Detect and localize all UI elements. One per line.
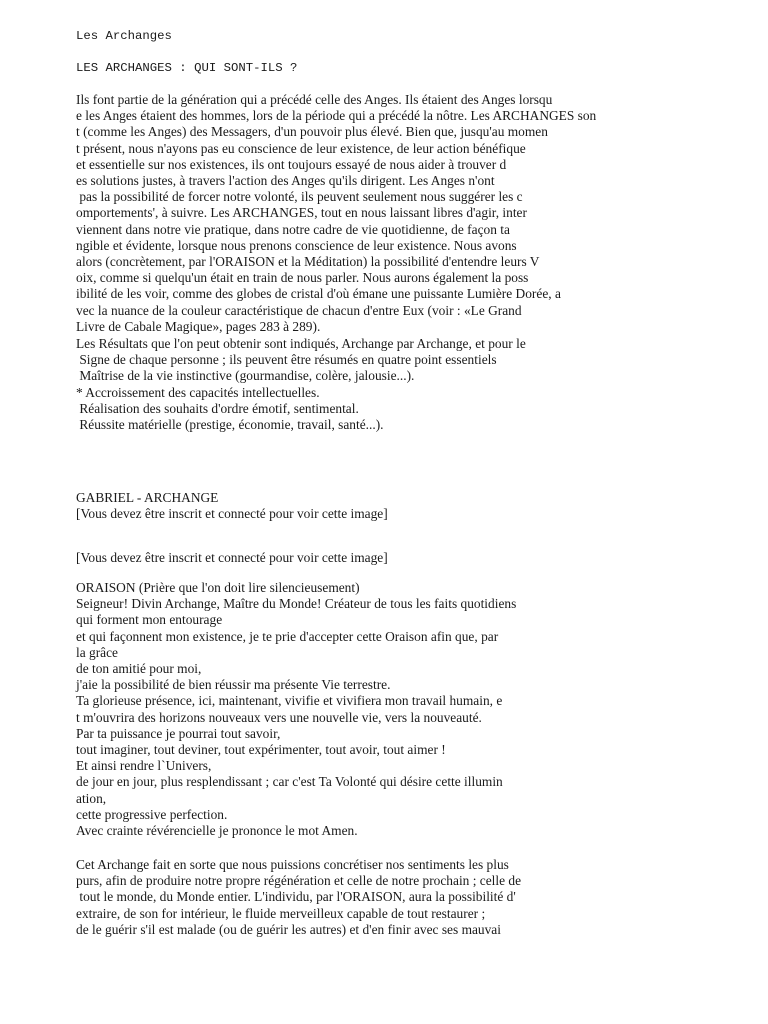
text-line: GABRIEL - ARCHANGE [76,490,219,505]
text-line: purs, afin de produire notre propre régénération et celle de notre prochain ; celle de [76,873,522,889]
text-line: ibilité de les voir, comme des globes de cristal d'où émane une puissante Lumière Dorée, a [76,286,561,302]
text-line: omportements', à suivre. Les ARCHANGES, tout en nous laissant libres d'agir, inter [76,205,527,221]
text-line: de le guérir s'il est malade (ou de guérir les autres) et d'en finir avec ses mauvai [76,921,501,937]
text-line: Seigneur! Divin Archange, Maître du Monde! Créateur de tous les faits quotidiens [76,596,517,612]
text-line: [Vous devez être inscrit et connecté pour voir cette image] [76,550,388,565]
text-line: vec la nuance de la couleur caractéristique de chacun d'entre Eux (voir : «Le Grand [76,302,522,318]
text-line: de jour en jour, plus resplendissant ; car c'est Ta Volonté qui désire cette illumin [76,774,503,790]
text-line: e les Anges étaient des hommes, lors de la période qui a précédé la nôtre. Les ARCHANGES son [76,108,597,124]
text-line: extraire, de son for intérieur, le fluide merveilleux capable de tout restaurer ; [76,905,486,921]
text-line: t présent, nous n'ayons pas eu conscience de leur existence, de leur action bénéfique [76,140,526,156]
text-line: Les Archanges [76,29,172,43]
text-line: viennent dans notre vie pratique, dans notre cadre de vie quotidienne, de façon ta [76,221,510,237]
text-line: la grâce [76,644,118,660]
text-line: Cet Archange fait en sorte que nous puissions concrétiser nos sentiments les plus [76,857,509,872]
text-line: Réussite matérielle (prestige, économie, travail, santé...). [76,417,384,432]
text-line: Maîtrise de la vie instinctive (gourmandise, colère, jalousie...). [76,368,415,384]
text-line: t m'ouvrira des horizons nouveaux vers une nouvelle vie, vers la nouveauté. [76,709,482,725]
text-line: de ton amitié pour moi, [76,661,202,676]
text-line: Par ta puissance je pourrai tout savoir, [76,725,281,741]
text-line: Ils font partie de la génération qui a précédé celle des Anges. Ils étaient des Anges lorsqu [76,92,553,107]
text-line: tout imaginer, tout deviner, tout expérimenter, tout avoir, tout aimer ! [76,742,446,757]
text-line: Avec crainte révérencielle je prononce le mot Amen. [76,823,358,838]
text-line: j'aie la possibilité de bien réussir ma présente Vie terrestre. [76,677,391,693]
text-line: * Accroissement des capacités intellectuelles. [76,384,320,400]
text-line: et qui façonnent mon existence, je te prie d'accepter cette Oraison afin que, par [76,628,499,644]
text-line: qui forment mon entourage [76,612,223,628]
text-line: cette progressive perfection. [76,806,228,822]
text-line: Signe de chaque personne ; ils peuvent être résumés en quatre point essentiels [76,352,497,368]
text-line: [Vous devez être inscrit et connecté pour voir cette image] [76,506,388,522]
text-line: Livre de Cabale Magique», pages 283 à 289). [76,318,321,334]
text-line: oix, comme si quelqu'un était en train de nous parler. Nous aurons également la poss [76,270,529,286]
text-line: Ta glorieuse présence, ici, maintenant, vivifie et vivifiera mon travail humain, e [76,693,503,709]
text-line: t (comme les Anges) des Messagers, d'un pouvoir plus élevé. Bien que, jusqu'au momen [76,124,548,140]
text-line: pas la possibilité de forcer notre volonté, ils peuvent seulement nous suggérer les c [76,189,523,205]
text-line: Les Résultats que l'on peut obtenir sont indiqués, Archange par Archange, et pour le [76,336,526,351]
text-line: alors (concrètement, par l'ORAISON et la Méditation) la possibilité d'entendre leurs V [76,254,540,269]
text-line: ORAISON (Prière que l'on doit lire silencieusement) [76,580,360,595]
text-line: LES ARCHANGES : QUI SONT-ILS ? [76,61,298,75]
text-line: tout le monde, du Monde entier. L'individu, par l'ORAISON, aura la possibilité d' [76,889,516,905]
text-line: ngible et évidente, lorsque nous prenons conscience de leur existence. Nous avons [76,237,517,253]
text-line: ation, [76,790,107,806]
text-line: es solutions justes, à travers l'action des Anges qu'ils dirigent. Les Anges n'ont [76,173,495,188]
text-line: et essentielle sur nos existences, ils ont toujours essayé de nous aider à trouver d [76,156,507,172]
text-line: Et ainsi rendre l`Univers, [76,758,212,774]
text-line: Réalisation des souhaits d'ordre émotif, sentimental. [76,400,359,416]
